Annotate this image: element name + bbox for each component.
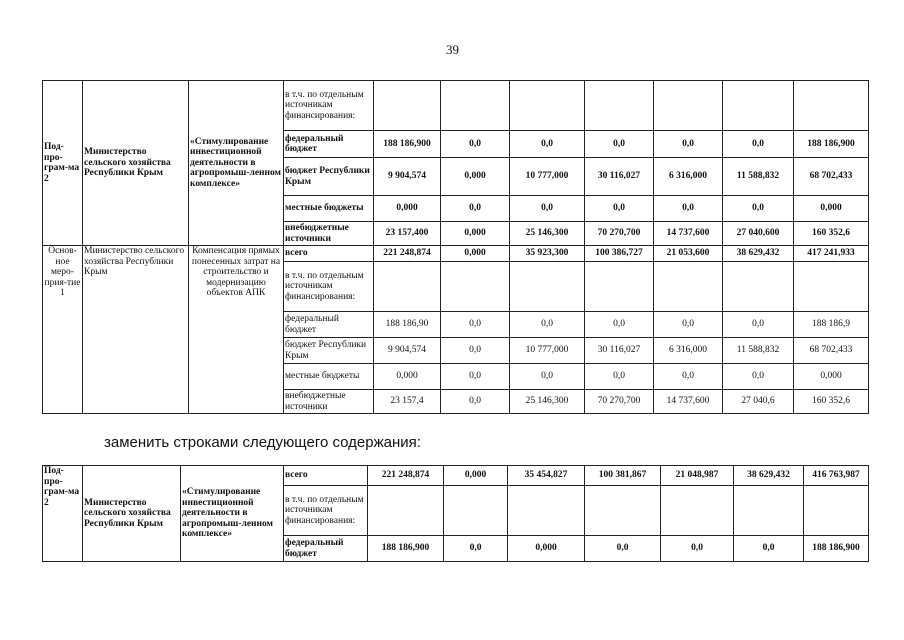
- value-cell: 6 316,000: [654, 158, 723, 196]
- value-cell: 160 352,6: [794, 222, 869, 246]
- value-cell: 14 737,600: [654, 222, 723, 246]
- value-cell: 0,0: [510, 364, 585, 390]
- value-cell: 188 186,900: [368, 536, 444, 562]
- value-cell: 100 386,727: [585, 246, 654, 262]
- value-cell: 0,0: [441, 364, 510, 390]
- value-cell: 0,0: [723, 312, 794, 338]
- value-cell: 27 040,600: [723, 222, 794, 246]
- value-cell: 0,0: [510, 131, 585, 158]
- value-cell: 0,0: [441, 196, 510, 222]
- source-cell: бюджет Республики Крым: [284, 338, 374, 364]
- value-cell: 0,0: [654, 312, 723, 338]
- ministry-cell: Министерство сельского хозяйства Республики Крым: [83, 466, 181, 562]
- measure-title-cell: «Стимулирование инвестиционной деятельности в агропромыш-ленном комплексе»: [181, 466, 284, 562]
- source-cell: местные бюджеты: [284, 364, 374, 390]
- value-cell: 0,0: [585, 364, 654, 390]
- value-cell: 0,000: [508, 536, 585, 562]
- source-cell: бюджет Республики Крым: [284, 158, 374, 196]
- replace-instruction: заменить строками следующего содержания:: [104, 434, 421, 451]
- value-cell: 0,000: [441, 222, 510, 246]
- value-cell: 35 923,300: [510, 246, 585, 262]
- value-cell: [441, 81, 510, 131]
- value-cell: 9 904,574: [374, 338, 441, 364]
- table-row: [43, 246, 869, 262]
- value-cell: 0,0: [723, 131, 794, 158]
- value-cell: 0,0: [441, 131, 510, 158]
- page-number: 39: [446, 42, 459, 57]
- value-cell: 416 763,987: [804, 466, 869, 486]
- value-cell: 417 241,933: [794, 246, 869, 262]
- value-cell: [374, 81, 441, 131]
- value-cell: 0,000: [374, 196, 441, 222]
- value-cell: 188 186,900: [794, 131, 869, 158]
- value-cell: 25 146,300: [510, 222, 585, 246]
- funding-table-original: [42, 80, 869, 414]
- source-cell: всего: [284, 246, 374, 262]
- value-cell: 0,0: [661, 536, 734, 562]
- value-cell: [508, 486, 585, 536]
- program-cell: Основ-ное меро-прия-тие 1: [43, 246, 83, 414]
- measure-title-cell: «Стимулирование инвестиционной деятельности в агропромыш-ленном комплексе»: [189, 81, 284, 246]
- program-cell: Под-про-грам-ма 2: [43, 81, 83, 246]
- value-cell: 25 146,300: [510, 390, 585, 414]
- value-cell: 68 702,433: [794, 338, 869, 364]
- measure-title-cell: Компенсация прямых понесенных затрат на строительство и модернизацию объектов АПК: [189, 246, 284, 414]
- source-cell: местные бюджеты: [284, 196, 374, 222]
- value-cell: 23 157,400: [374, 222, 441, 246]
- value-cell: 188 186,9: [794, 312, 869, 338]
- value-cell: 160 352,6: [794, 390, 869, 414]
- value-cell: 0,0: [510, 312, 585, 338]
- value-cell: [654, 262, 723, 312]
- table-row: [43, 81, 869, 131]
- value-cell: [374, 262, 441, 312]
- value-cell: [585, 81, 654, 131]
- value-cell: 188 186,90: [374, 312, 441, 338]
- value-cell: 0,0: [585, 536, 661, 562]
- source-cell: внебюджетные источники: [284, 390, 374, 414]
- value-cell: 38 629,432: [734, 466, 804, 486]
- value-cell: [585, 262, 654, 312]
- value-cell: 0,000: [444, 466, 508, 486]
- value-cell: [794, 262, 869, 312]
- value-cell: 100 381,867: [585, 466, 661, 486]
- value-cell: 0,0: [441, 312, 510, 338]
- source-cell: внебюджетные источники: [284, 222, 374, 246]
- ministry-cell: Министерство сельского хозяйства Республики Крым: [83, 81, 189, 246]
- value-cell: [510, 81, 585, 131]
- value-cell: 9 904,574: [374, 158, 441, 196]
- value-cell: 0,0: [510, 196, 585, 222]
- value-cell: 30 116,027: [585, 158, 654, 196]
- value-cell: 11 588,832: [723, 338, 794, 364]
- source-cell: федеральный бюджет: [284, 312, 374, 338]
- value-cell: 188 186,900: [374, 131, 441, 158]
- value-cell: 221 248,874: [374, 246, 441, 262]
- value-cell: 38 629,432: [723, 246, 794, 262]
- value-cell: 0,0: [654, 196, 723, 222]
- value-cell: 23 157,4: [374, 390, 441, 414]
- value-cell: 68 702,433: [794, 158, 869, 196]
- value-cell: [368, 486, 444, 536]
- value-cell: 6 316,000: [654, 338, 723, 364]
- value-cell: 14 737,600: [654, 390, 723, 414]
- value-cell: 11 588,832: [723, 158, 794, 196]
- value-cell: [734, 486, 804, 536]
- value-cell: [654, 81, 723, 131]
- value-cell: 21 053,600: [654, 246, 723, 262]
- table-row: [43, 466, 869, 486]
- value-cell: [441, 262, 510, 312]
- value-cell: [585, 486, 661, 536]
- source-cell: всего: [284, 466, 368, 486]
- value-cell: 0,0: [654, 131, 723, 158]
- source-cell: в т.ч. по отдельным источникам финансирования:: [284, 81, 374, 131]
- value-cell: 0,000: [441, 158, 510, 196]
- value-cell: 0,0: [723, 196, 794, 222]
- value-cell: 0,0: [441, 390, 510, 414]
- value-cell: [723, 81, 794, 131]
- value-cell: 0,0: [723, 364, 794, 390]
- value-cell: 0,000: [441, 246, 510, 262]
- value-cell: [510, 262, 585, 312]
- value-cell: [794, 81, 869, 131]
- value-cell: 27 040,6: [723, 390, 794, 414]
- value-cell: 188 186,900: [804, 536, 869, 562]
- value-cell: 0,000: [794, 196, 869, 222]
- value-cell: 0,0: [585, 131, 654, 158]
- value-cell: 0,0: [585, 312, 654, 338]
- program-cell: Под-про-грам-ма 2: [43, 466, 83, 562]
- value-cell: 0,000: [374, 364, 441, 390]
- value-cell: 0,0: [441, 338, 510, 364]
- source-cell: в т.ч. по отдельным источникам финансирования:: [284, 486, 368, 536]
- value-cell: 35 454,827: [508, 466, 585, 486]
- value-cell: 0,0: [444, 536, 508, 562]
- funding-table-replacement: [42, 465, 869, 562]
- value-cell: [804, 486, 869, 536]
- value-cell: 10 777,000: [510, 338, 585, 364]
- value-cell: [661, 486, 734, 536]
- source-cell: в т.ч. по отдельным источникам финансирования:: [284, 262, 374, 312]
- value-cell: 0,0: [654, 364, 723, 390]
- value-cell: 70 270,700: [585, 390, 654, 414]
- value-cell: 221 248,874: [368, 466, 444, 486]
- source-cell: федеральный бюджет: [284, 131, 374, 158]
- value-cell: 70 270,700: [585, 222, 654, 246]
- value-cell: [723, 262, 794, 312]
- value-cell: [444, 486, 508, 536]
- value-cell: 0,0: [734, 536, 804, 562]
- source-cell: федеральный бюджет: [284, 536, 368, 562]
- value-cell: 21 048,987: [661, 466, 734, 486]
- value-cell: 0,000: [794, 364, 869, 390]
- ministry-cell: Министерство сельского хозяйства Республики Крым: [83, 246, 189, 414]
- value-cell: 0,0: [585, 196, 654, 222]
- value-cell: 10 777,000: [510, 158, 585, 196]
- value-cell: 30 116,027: [585, 338, 654, 364]
